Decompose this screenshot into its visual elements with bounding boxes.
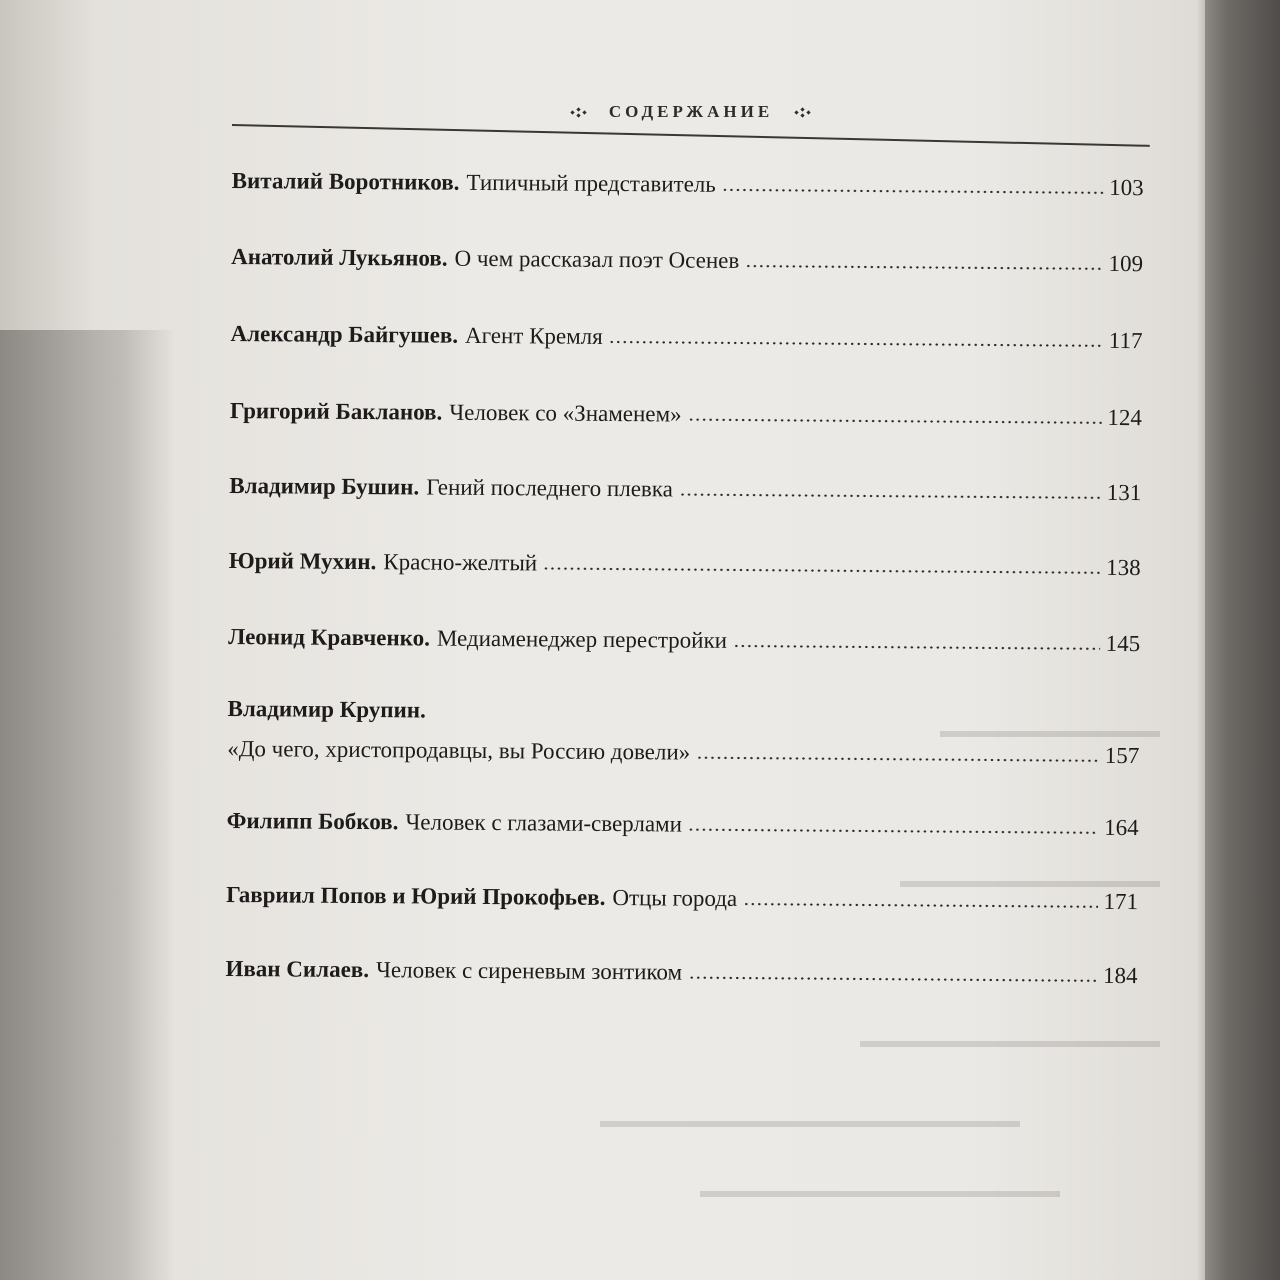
toc-page-number: 131: [1106, 479, 1142, 506]
dot-leader: [745, 264, 1102, 271]
show-through-text: ▬▬▬▬▬▬▬▬▬▬▬▬▬▬▬▬▬▬▬▬▬: [600, 1110, 1020, 1132]
show-through-text: ▬▬▬▬▬▬▬▬▬▬▬▬▬: [900, 870, 1160, 892]
show-through-text: ▬▬▬▬▬▬▬▬▬▬▬: [940, 720, 1160, 742]
toc-page-number: 145: [1105, 630, 1141, 657]
dot-leader: [722, 188, 1103, 195]
show-through-text: ▬▬▬▬▬▬▬▬▬▬▬▬▬▬▬▬▬▬: [700, 1180, 1060, 1202]
toc-author: Григорий Бакланов.: [229, 397, 443, 425]
ornament-icon: [569, 106, 591, 118]
toc-title: Человек с глазами-сверлами: [405, 809, 683, 837]
toc-page-number: 184: [1102, 962, 1138, 989]
toc-title: Агент Кремля: [464, 322, 603, 349]
toc-title: Типичный представитель: [466, 169, 716, 197]
toc-author: Владимир Крупин.: [227, 695, 426, 723]
toc-page-number: 171: [1103, 888, 1139, 915]
toc-page-number: 103: [1109, 174, 1144, 201]
toc-author: Анатолий Лукьянов.: [231, 243, 448, 271]
toc-title: Отцы города: [612, 885, 738, 911]
toc-title: Человек со «Знаменем»: [449, 399, 682, 427]
show-through-text: ▬▬▬▬▬▬▬▬▬▬▬▬▬▬▬: [860, 1030, 1160, 1052]
toc-title: О чем рассказал поэт Осенев: [454, 245, 740, 273]
dot-leader: [679, 493, 1101, 500]
dot-leader: [688, 976, 1097, 983]
toc-author: Иван Силаев.: [225, 955, 370, 983]
dot-leader: [733, 644, 1100, 651]
toc-title: Красно-желтый: [383, 549, 538, 576]
dot-leader: [609, 340, 1103, 348]
toc-title: Гений последнего плевка: [426, 474, 673, 502]
dot-leader: [688, 418, 1102, 425]
toc-author: Юрий Мухин.: [228, 547, 377, 575]
toc-author: Владимир Бушин.: [229, 472, 420, 500]
dot-leader: [743, 902, 1097, 909]
toc-author: Виталий Воротников.: [231, 167, 460, 195]
toc-title: «До чего, христопродавцы, вы Россию довели»: [227, 735, 691, 765]
toc-page-number: 109: [1108, 250, 1144, 277]
toc-author: Филипп Бобков.: [226, 807, 399, 835]
toc-page-number: 117: [1108, 327, 1143, 354]
dot-leader: [688, 828, 1098, 835]
toc-page-number: 164: [1104, 814, 1139, 841]
toc-page-number: 124: [1107, 404, 1143, 431]
toc-title: Человек с сиреневым зонтиком: [375, 957, 683, 985]
toc-author: Гавриил Попов и Юрий Прокофьев.: [226, 881, 606, 910]
book-cover-edge: [1205, 0, 1280, 1280]
dot-leader: [543, 566, 1100, 574]
toc-page-number: 138: [1106, 554, 1141, 581]
hand-shadow: [0, 330, 175, 1280]
header-title: СОДЕРЖАНИЕ: [608, 102, 774, 121]
toc-page-number: 157: [1104, 742, 1140, 769]
toc-author: Александр Байгушев.: [230, 320, 459, 348]
dot-leader: [696, 756, 1099, 763]
toc-author: Леонид Кравченко.: [228, 623, 430, 651]
ornament-icon: [791, 106, 813, 118]
toc-title: Медиаменеджер перестройки: [436, 625, 728, 653]
